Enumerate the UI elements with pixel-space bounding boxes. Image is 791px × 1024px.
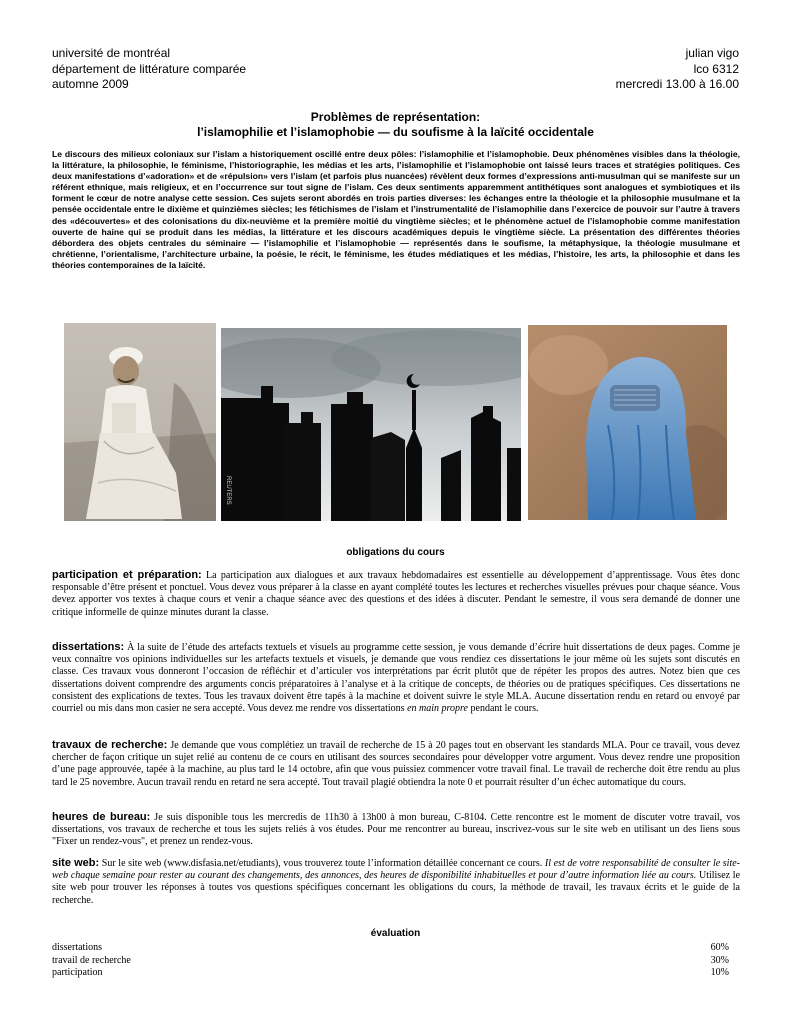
photo-blue-burqa [528,325,727,520]
website-italic: Il est de votre responsabilité de consulter le site-web chaque semaine pour rester au courant des changements, des annonces, des heures de disponibilité inhabituelles et pour d’autre information liée au cours. [52,858,740,882]
participation-lead: participation et préparation: [52,569,202,581]
photo-seated-man [64,323,216,521]
participation-paragraph [52,569,740,619]
instructor-name: julian vigo [685,46,739,60]
dissertations-italic: en main propre [407,703,468,715]
course-code: lco 6312 [693,61,739,76]
website-lead: site web: [52,857,100,869]
dissertations-tail: pendant le cours. [468,703,539,715]
evaluation-heading: évaluation [370,928,421,939]
course-abstract: Le discours des milieux coloniaux sur l’islam a historiquement oscillé entre deux pôles: l’islamophilie et l’islamophobie. Deux phénomènes visibles dans la théologie, la littérature, la philosophie, le féminisme, l’historiographie, les médias et les arts, l’islamophilie et l’islamophobie ont laissé leurs traces et stratégies politiques. Ces deux manifestations d’«adoration» et de «répulsion» vers l’islam (et parfois plus nuancées) révèlent deux formes d’expressions anti-musulman qui se manifeste sur un référent ethnique, mais religieux, et en l’occurrence sur tout signe de l’islam. Ces deux sentiments apparemment antithétiques sont analogues et symbiotiques et ils forment le cœur de notre analyse cette session. Ces sujets seront abordés en trois parties diverses: les échanges entre la théologie et la philosophie musulmane et la pensée occidentale entre le dixième et quinzièmes siècles; les fétichismes de l’islam et l’instrumentalité de l’islamophilie dans l’exercice de pouvoir sur l’autre à travers des «découvertes» et des colonisations du dix-neuvième et la première moitié du vingtième siècles; et le phénomène actuel de l’islamophobie comme manifestation ouverte de haine qui se produit dans les médias, la littérature et les discours académiques depuis le vingtième siècle. La présentation des différentes théories débordera des objets centrales du séminaire — l’islamophilie et l’islamophobie — représentés dans le soufisme, la métaphysique, la théologie musulmane et chrétienne, l’orientalisme, l’architecture urbaine, la poésie, le récit, le féminisme, les études médiatiques et les médias, l’histoire, les arts, la philosophie et dans les théories contemporaines de la laïcité. [52,149,740,270]
department-name: département de littérature comparée [52,61,247,76]
participation-text: La participation aux dialogues et aux travaux hebdomadaires est essentielle au développement d’apprentissage. Vous êtes donc responsable d’être présent et ponctuel. Vous devez vous préparer à la classe en ayant complété toutes les lectures et recherches visuelles prévues pour chaque séance. Vous devez apporter vos textes à chaque cours et venir a chaque séance avec des questions et des idées à discuter. Pendant le semestre, il vous sera demandé de donner une critique informelle de quinze minutes durant la classe. [52,570,740,618]
office-hours-paragraph [52,811,740,849]
evaluation-value: 10% [710,967,729,979]
evaluation-row [52,967,729,980]
office-hours-text: Je suis disponible tous les mercredis de 11h30 à 13h00 à mon bureau, C-8104. Cette rencontre est le moment de discuter votre travail, vos dissertations, vos travaux de recherche et tous les sujets reliés à vos études. Pour me rencontrer au bureau, inscrivez-vous sur le site web en utilisant un des liens sous "Fixer un rendez-vous", et prenez un rendez-vous. [52,812,741,848]
course-schedule: mercredi 13.00 à 16.00 [615,77,739,91]
evaluation-value: 30% [710,954,729,966]
semester: automne 2009 [52,77,129,91]
photo-credit: REUTERS [225,476,231,505]
evaluation-row [52,955,729,968]
photo-minaret-silhouette [221,328,521,521]
course-title-line-2: l’islamophilie et l’islamophobie — du soufisme à la laïcité occidentale [197,125,594,139]
evaluation-row [52,942,729,955]
header-left [52,46,246,93]
research-paragraph [52,739,740,789]
website-text: Sur le site web (www.disfasia.net/etudiants), vous trouverez toute l’information détaillée concernant ce cours. [99,858,545,869]
research-text: Je demande que vous complétiez un travail de recherche de 15 à 20 pages tout en observant les standards MLA. Pour ce travail, vous devez chercher de façon critique un sujet relié au contenu de ce cours en utilisant des sources secondaires pour développer votre argument. Vous devez rendre une proposition d’une page approuvée, tapée à la machine, au plus tard le 14 octobre, afin que vous puissiez commencer votre travail final. Le travail de recherche doit être rendu au plus tard le 25 novembre. Aucun travail rendu en retard ne sera accepté. Tout travail plagié obtiendra la note 0 et pourrait résulter d’un échec automatique du cours. [52,740,740,788]
obligations-heading: obligations du cours [346,547,445,558]
header-right [616,46,739,93]
course-title-line-1: Problèmes de représentation: [310,110,481,124]
evaluation-value: 60% [710,942,729,953]
evaluation-table [52,942,729,980]
dissertations-text: À la suite de l’étude des artefacts textuels et visuels au programme cette session, je vous demande d’écrire huit dissertations de deux pages. Comme je veux connaître vos opinions individuelles sur les artefacts textuels et visuels, je demande que vous rendiez ces dissertations le jour même où les sujets sont discutés en classe. Ces travaux vous donneront l’occasion de réfléchir et d’articuler vos interprétations par écrit plutôt que de répéter les propos des autres. Notez bien que ces dissertations doivent comprendre des arguments concis préparatoires à l’analyse et à la critique de concepts, de théories ou de pratiques spécifiques. Ces dissertations ne consistent des explications de textes. Tous les travaux doivent être tapés à la machine et doivent suivre le style MLA. Aucune dissertation rendu en retard ou envoyé par courriel ou mis dans mon casier ne sera accepté. Vous devez me rendre vos dissertations [52,642,740,715]
dissertations-lead: dissertations: [52,641,125,653]
website-tail: Utilisez le site web pour trouver les réponses à toutes vos questions spécifiques concernant les obligations du cours, la méthode de travail, les travaux écrits et le guide de la recherche. [52,870,741,906]
evaluation-label: travail de recherche [52,954,131,966]
dissertations-paragraph [52,641,740,715]
evaluation-label: dissertations [52,942,102,953]
evaluation-label: participation [52,967,103,979]
research-lead: travaux de recherche: [52,739,168,751]
website-paragraph [52,857,740,907]
university-name: université de montréal [52,46,171,60]
office-hours-lead: heures de bureau: [52,811,151,823]
course-title [52,110,739,140]
